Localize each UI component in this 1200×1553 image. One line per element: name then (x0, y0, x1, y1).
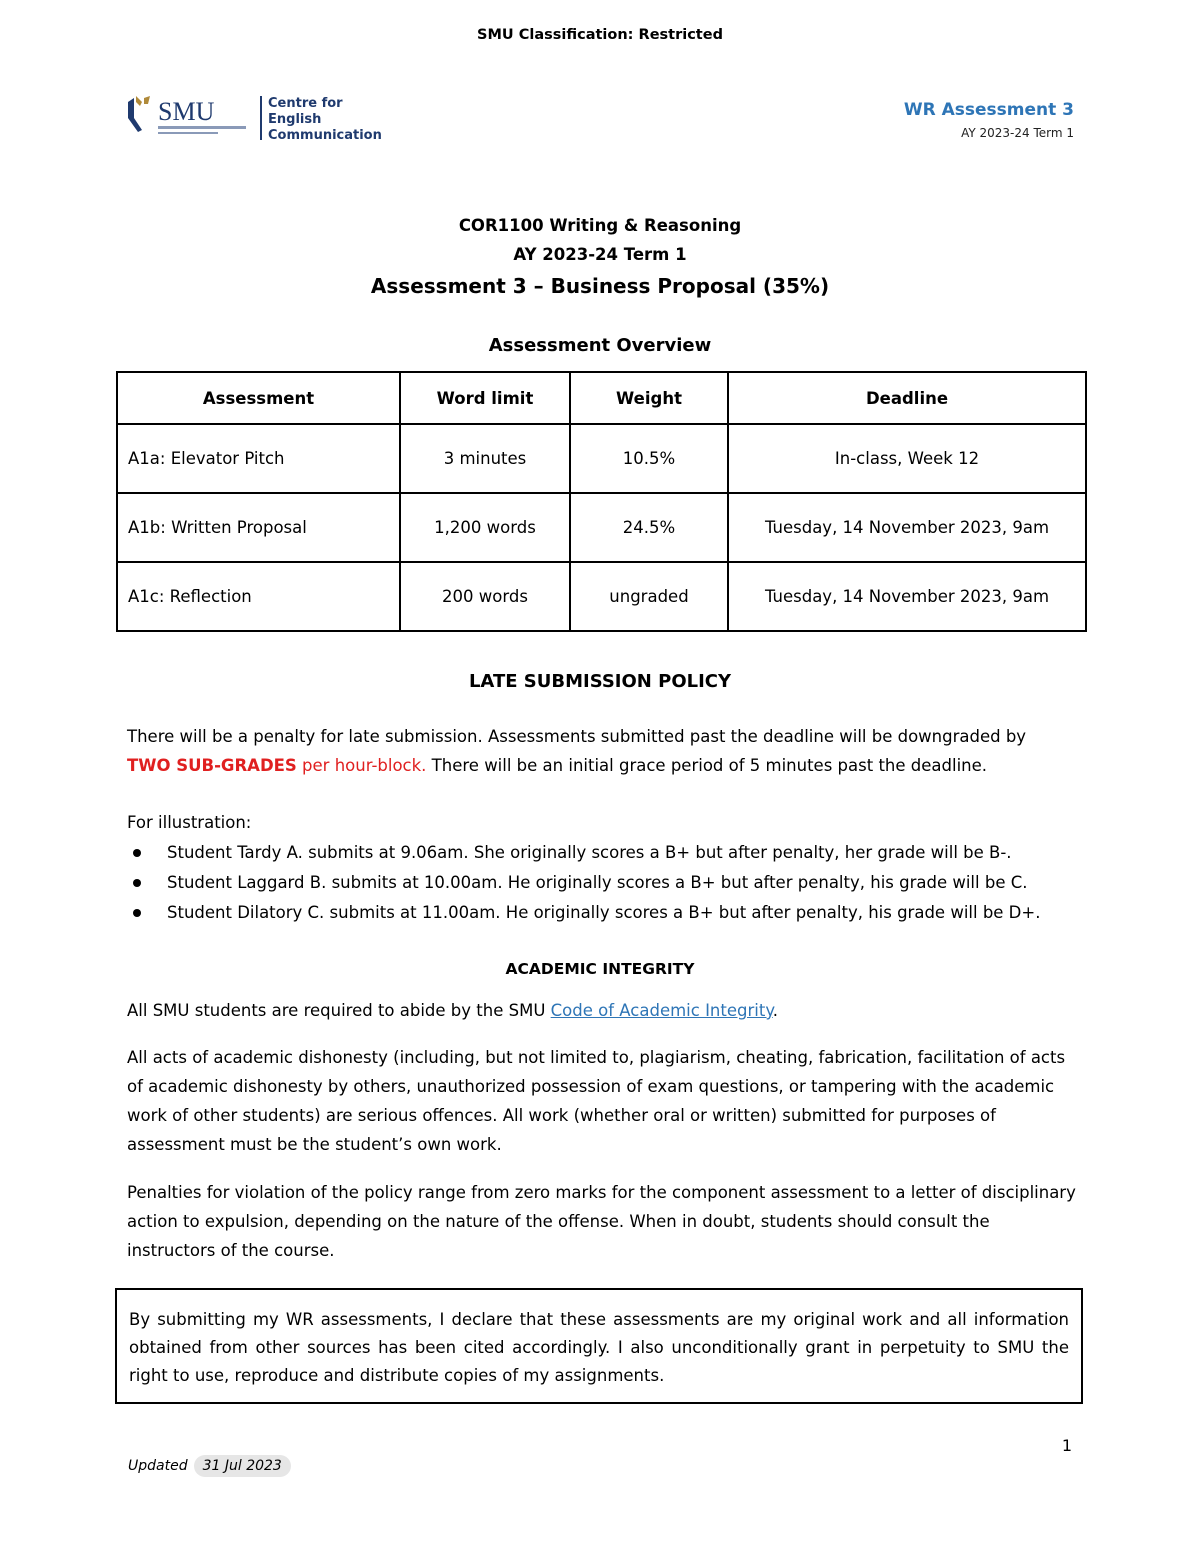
overview-heading: Assessment Overview (488, 335, 712, 356)
table-cell: In-class, Week 12 (728, 424, 1086, 493)
logo-smu-text: SMU (158, 97, 215, 126)
table-header-cell: Word limit (400, 372, 570, 424)
logo-centre-line2: English (268, 112, 322, 127)
smu-crest-icon (124, 92, 264, 142)
table-row (117, 493, 1086, 562)
penalty-unit: per hour-block. (296, 756, 427, 775)
table-cell: A1a: Elevator Pitch (117, 424, 400, 493)
header-title: WR Assessment 3 (903, 100, 1074, 120)
updated-date: 31 Jul 2023 (194, 1455, 291, 1477)
table-row (117, 562, 1086, 631)
assessment-overview-table (116, 371, 1087, 632)
integrity-text-a: All SMU students are required to abide by the SMU (127, 1001, 551, 1020)
illustration-label: For illustration: (127, 813, 252, 832)
table-header-cell: Weight (570, 372, 728, 424)
late-policy-text-b: There will be an initial grace period of 5 minutes past the deadline. (426, 756, 988, 775)
list-item (127, 898, 1040, 928)
penalty-highlight: TWO SUB-GRADES (127, 756, 297, 775)
table-cell: 1,200 words (400, 493, 570, 562)
integrity-paragraph-3: Penalties for violation of the policy range from zero marks for the component assessment to a letter of disciplinary action to expulsion, depending on the nature of the offense. When in doubt, students should consult the instructors of the course. (127, 1183, 1076, 1260)
table-cell: Tuesday, 14 November 2023, 9am (728, 493, 1086, 562)
table-cell: 10.5% (570, 424, 728, 493)
header-right (904, 100, 1074, 140)
declaration-text: By submitting my WR assessments, I declare that these assessments are my original work and all information obtained from other sources has been cited accordingly. I also unconditionally grant in perpetuity to SMU the right to use, reproduce and distribute copies of my assignments. (129, 1310, 1069, 1385)
table-cell: 3 minutes (400, 424, 570, 493)
page-number: 1 (1061, 1436, 1072, 1455)
table-cell: A1b: Written Proposal (117, 493, 400, 562)
table-cell: ungraded (570, 562, 728, 631)
table-row (117, 424, 1086, 493)
course-title: COR1100 Writing & Reasoning (458, 216, 742, 235)
table-cell: 24.5% (570, 493, 728, 562)
code-of-academic-integrity-link[interactable]: Code of Academic Integrity (550, 1001, 773, 1020)
list-item-text: Student Tardy A. submits at 9.06am. She originally scores a B+ but after penalty, her grade will be B-. (167, 843, 1012, 862)
integrity-text-b: . (772, 1001, 778, 1020)
table-header-cell: Deadline (728, 372, 1086, 424)
course-year: AY 2023-24 Term 1 (513, 245, 687, 264)
illustration-list (127, 838, 1040, 928)
declaration-box (115, 1288, 1083, 1404)
classification-label: SMU Classification: Restricted (477, 27, 723, 43)
integrity-paragraph-2: All acts of academic dishonesty (including, but not limited to, plagiarism, cheating, fabrication, facilitation of acts of academic dishonesty by others, unauthorized possession of exam questions, or tampering with the academic work of other students) are serious offences. All work (whether oral or written) submitted for purposes of assessment must be the student’s own work. (127, 1048, 1066, 1154)
integrity-paragraph-1 (127, 996, 1077, 1025)
header-term: AY 2023-24 Term 1 (961, 126, 1074, 140)
bullet-icon (133, 849, 141, 857)
late-policy-text-a: There will be a penalty for late submission. Assessments submitted past the deadline will be downgraded by (127, 727, 1027, 746)
updated-note (128, 1458, 291, 1474)
smu-cec-logo (124, 92, 382, 143)
table-cell: Tuesday, 14 November 2023, 9am (728, 562, 1086, 631)
table-cell: 200 words (400, 562, 570, 631)
table-header-cell: Assessment (117, 372, 400, 424)
table-cell: A1c: Reflection (117, 562, 400, 631)
list-item (127, 868, 1040, 898)
bullet-icon (133, 879, 141, 887)
list-item-text: Student Laggard B. submits at 10.00am. He originally scores a B+ but after penalty, his grade will be C. (167, 873, 1028, 892)
academic-integrity-heading: ACADEMIC INTEGRITY (505, 960, 695, 978)
assessment-title: Assessment 3 – Business Proposal (35%) (370, 274, 830, 298)
logo-centre-line3: Communication (268, 128, 382, 143)
list-item (127, 838, 1040, 868)
updated-label: Updated (128, 1458, 188, 1474)
late-policy-heading: LATE SUBMISSION POLICY (468, 671, 732, 692)
table-header-row (117, 372, 1086, 424)
bullet-icon (133, 909, 141, 917)
late-policy-paragraph (127, 722, 1077, 780)
list-item-text: Student Dilatory C. submits at 11.00am. He originally scores a B+ but after penalty, his grade will be D+. (167, 903, 1041, 922)
logo-centre-line1: Centre for (268, 96, 343, 111)
